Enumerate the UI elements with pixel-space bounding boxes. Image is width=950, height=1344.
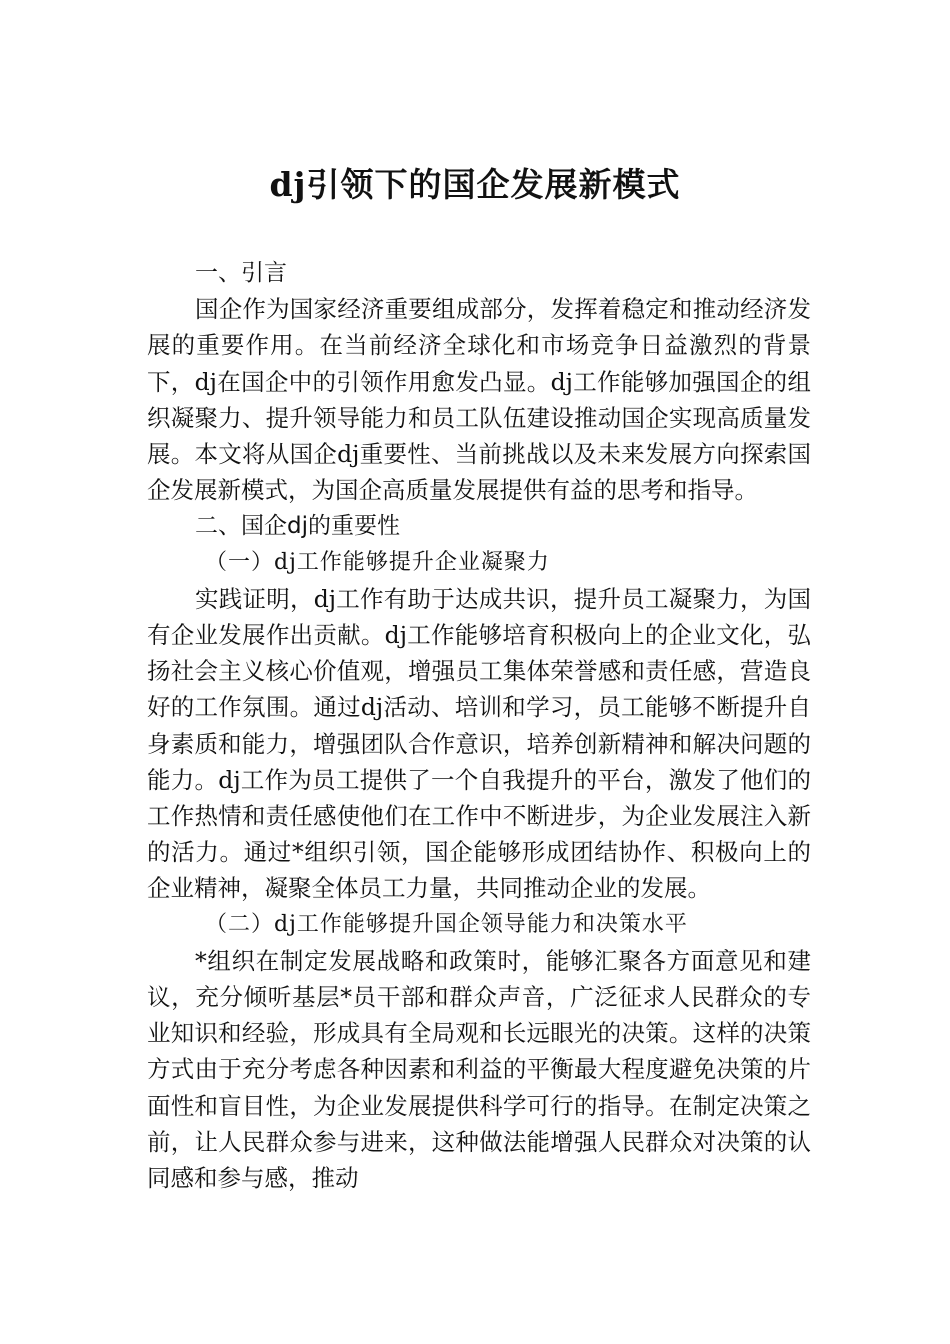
document-body <box>147 255 811 1196</box>
document-title: dj引领下的国企发展新模式 <box>269 165 681 204</box>
paragraph-cohesion: 实践证明，dj工作有助于达成共识，提升员工凝聚力，为国有企业发展作出贡献。dj工作能够培育积极向上的企业文化，弘扬社会主义核心价值观，增强员工集体荣誉感和责任感，营造良好的工作氛围。通过dj活动、培训和学习，员工能够不断提升自身素质和能力，增强团队合作意识，培养创新精神和解决问题的能力。dj工作为员工提供了一个自我提升的平台，激发了他们的工作热情和责任感使他们在工作中不断进步，为企业发展注入新的活力。通过*组织引领，国企能够形成团结协作、积极向上的企业精神，凝聚全体员工力量，共同推动企业的发展。 <box>147 584 811 903</box>
paragraph-intro: 国企作为国家经济重要组成部分，发挥着稳定和推动经济发展的重要作用。在当前经济全球化和市场竞争日益激烈的背景下，dj在国企中的引领作用愈发凸显。dj工作能够加强国企的组织凝聚力、提升领导能力和员工队伍建设推动国企实现高质量发展。本文将从国企dj重要性、当前挑战以及未来发展方向探索国企发展新模式，为国企高质量发展提供有益的思考和指导。 <box>147 295 811 505</box>
section-heading-intro: 一、引言 <box>195 260 287 286</box>
subsection-heading-leadership: （二）dj工作能够提升国企领导能力和决策水平 <box>205 911 688 937</box>
subsection-heading-cohesion: （一）dj工作能够提升企业凝聚力 <box>205 549 550 575</box>
paragraph-leadership: *组织在制定发展战略和政策时，能够汇聚各方面意见和建议，充分倾听基层*员干部和群众声音，广泛征求人民群众的专业知识和经验，形成具有全局观和长远眼光的决策。这样的决策方式由于充分考虑各种因素和利益的平衡最大程度避免决策的片面性和盲目性，为企业发展提供科学可行的指导。在制定决策之前，让人民群众参与进来，这种做法能增强人民群众对决策的认同感和参与感，推动 <box>147 946 811 1193</box>
section-heading-importance: 二、国企dj的重要性 <box>195 513 400 540</box>
